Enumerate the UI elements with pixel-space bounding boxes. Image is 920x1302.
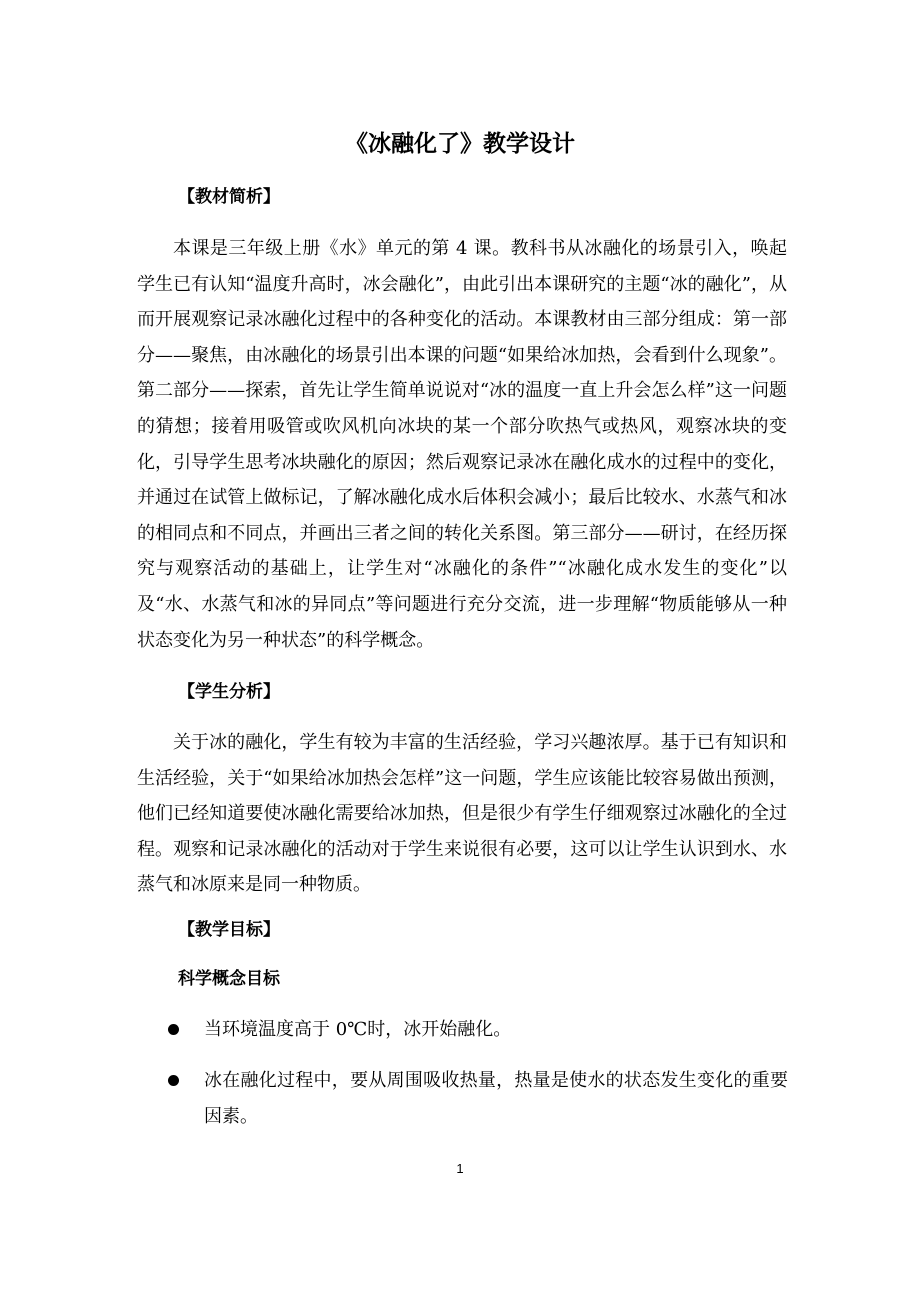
bullet-dot-icon	[168, 1075, 179, 1086]
section-heading-material-analysis: 【教材简析】	[178, 187, 280, 207]
document-title: 《冰融化了》教学设计	[345, 131, 575, 157]
material-analysis-paragraph: 本课是三年级上册《水》单元的第 4 课。教科书从冰融化的场景引入，唤起学生已有认知“温度升高时，冰会融化”，由此引出本课研究的主题“冰的融化”，从而开展观察记录冰融化过程中的各种变化的活动。本课教材由三部分组成：第一部分——聚焦，由冰融化的场景引出本课的问题“如果给冰加热，会看到什么现象”。第二部分——探索，首先让学生简单说说对“冰的温度一直上升会怎么样”这一问题的猜想；接着用吸管或吹风机向冰块的某一个部分吹热气或热风，观察冰块的变化，引导学生思考冰块融化的原因；然后观察记录冰在融化成水的过程中的变化，并通过在试管上做标记，了解冰融化成水后体积会减小；最后比较水、水蒸气和冰的相同点和不同点，并画出三者之间的转化关系图。第三部分——研讨，在经历探究与观察活动的基础上，让学生对“冰融化的条件”“冰融化成水发生的变化”以及“水、水蒸气和冰的异同点”等问题进行充分交流，进一步理解“物质能够从一种状态变化为另一种状态”的科学概念。	[137, 238, 787, 651]
goal-bullet-text: 冰在融化过程中，要从周围吸收热量，热量是使水的状态发生变化的重要因素。	[204, 1070, 788, 1127]
subheading-science-concept-goals: 科学概念目标	[178, 969, 280, 989]
goal-bullet-item	[168, 1012, 788, 1048]
bullet-dot-icon	[168, 1024, 179, 1035]
goal-bullet-text: 当环境温度高于 0℃时，冰开始融化。	[204, 1019, 512, 1040]
section-heading-student-analysis: 【学生分析】	[178, 682, 280, 702]
section-heading-teaching-goals: 【教学目标】	[178, 920, 280, 940]
student-analysis-paragraph: 关于冰的融化，学生有较为丰富的生活经验，学习兴趣浓厚。基于已有知识和生活经验，关于“如果给冰加热会怎样”这一问题，学生应该能比较容易做出预测，他们已经知道要使冰融化需要给冰加热，但是很少有学生仔细观察过冰融化的全过程。观察和记录冰融化的活动对于学生来说很有必要，这可以让学生认识到水、水蒸气和冰原来是同一种物质。	[137, 732, 787, 896]
page-number: 1	[456, 1161, 464, 1176]
goal-bullet-item	[168, 1063, 788, 1134]
